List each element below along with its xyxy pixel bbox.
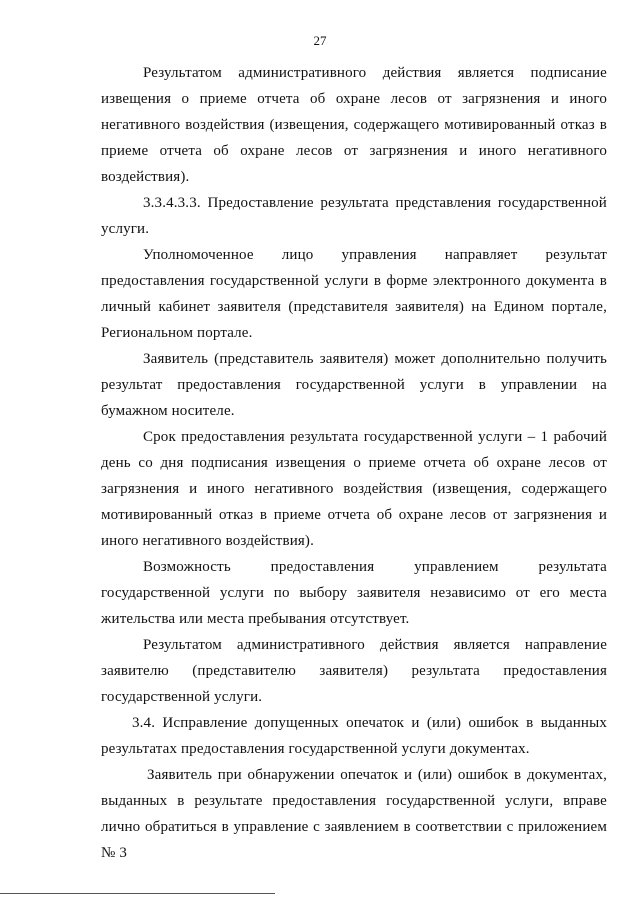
paragraph-authorized-person: Уполномоченное лицо управления направляет результат предоставления государственной услуги в форме электронного документа в личный кабинет заявителя (представителя заявителя) на Едином портале, Региональном портале. [101,247,607,341]
paragraph-paper-result: Заявитель (представитель заявителя) может дополнительно получить результат предоставления государственной услуги в управлении на бумажном носителе. [101,351,607,419]
paragraph-section-3-3-4-3-3: 3.3.4.3.3. Предоставление результата представления государственной услуги. [101,195,607,237]
document-body [101,60,607,866]
paragraph-typo-correction: Заявитель при обнаружении опечаток и (или) ошибок в документах, выданных в результате предоставления государственной услуги, вправе лично обратиться в управление с заявлением в соответствии с приложением № 3 [101,767,607,861]
paragraph-admin-action-result: Результатом административного действия является подписание извещения о приеме отчета об охране лесов от загрязнения и иного негативного воздействия (извещения, содержащего мотивированный отказ в приеме отчета об охране лесов от загрязнения и иного негативного воздействия). [101,65,607,185]
page-number: 27 [313,33,327,48]
footer-divider [0,893,275,894]
paragraph-section-3-4: 3.4. Исправление допущенных опечаток и (или) ошибок в выданных результатах предоставления государственной услуги документах. [101,715,607,757]
paragraph-admin-action-direction: Результатом административного действия является направление заявителю (представителю заявителя) результата предоставления государственной услуги. [101,637,607,705]
paragraph-extraterritorial: Возможность предоставления управлением результата государственной услуги по выбору заявителя независимо от его места жительства или места пребывания отсутствует. [101,559,607,627]
paragraph-result-deadline: Срок предоставления результата государственной услуги – 1 рабочий день со дня подписания извещения о приеме отчета об охране лесов от загрязнения и иного негативного воздействия (извещения, содержащего мотивированный отказ в приеме отчета об охране лесов от загрязнения и иного негативного воздействия). [101,429,607,549]
